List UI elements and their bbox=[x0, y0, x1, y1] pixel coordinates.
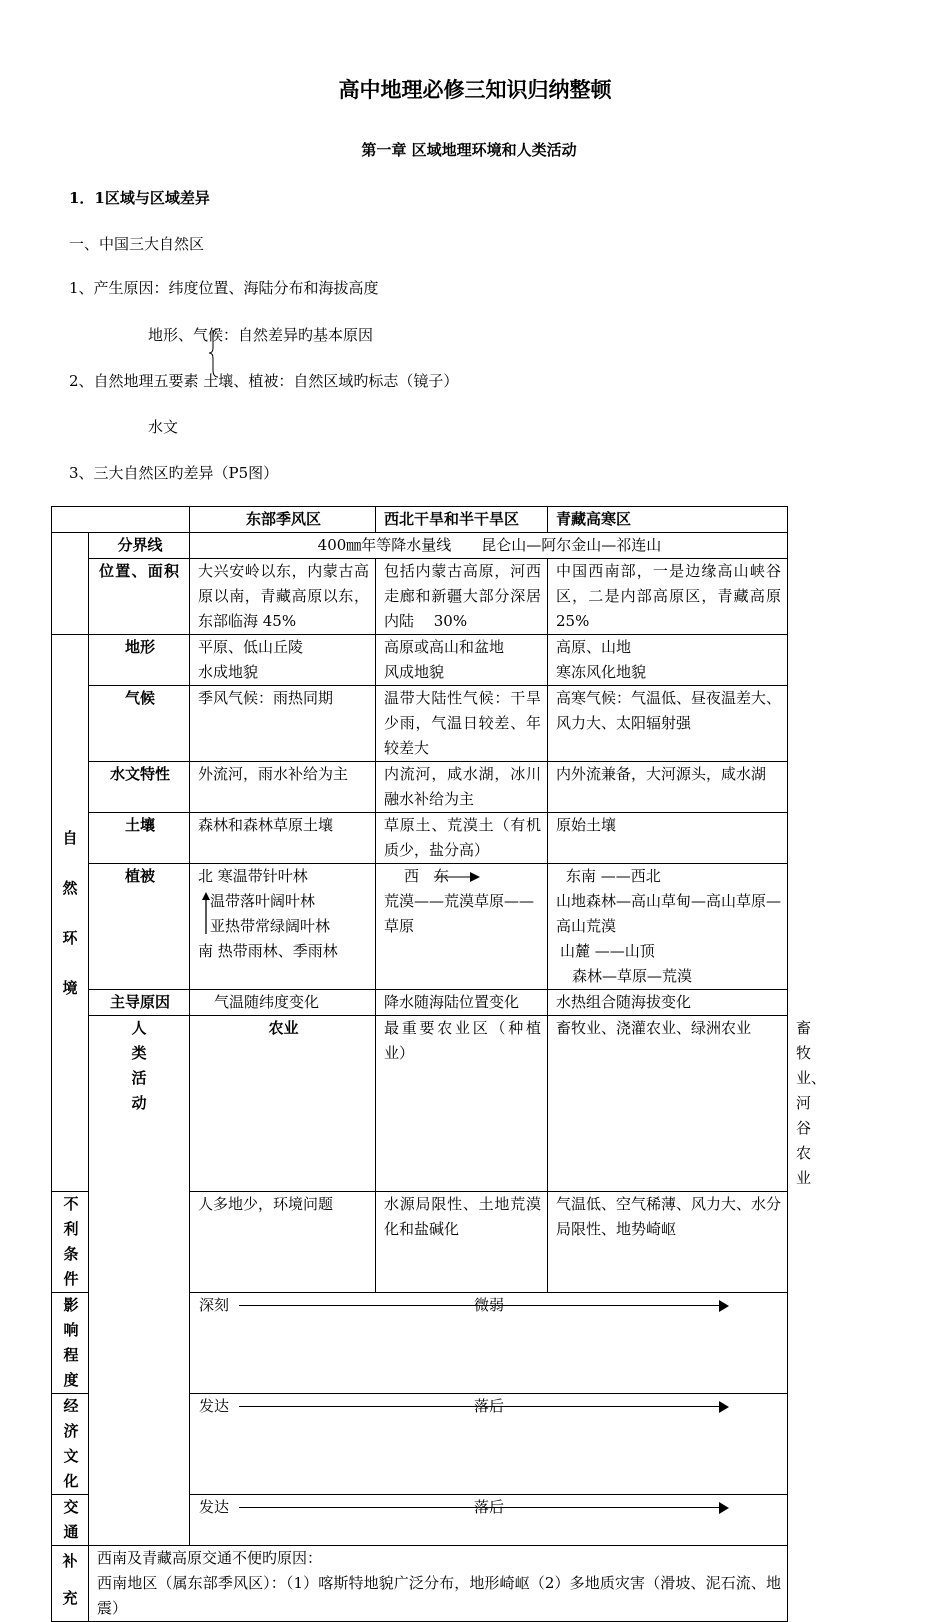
row-label: 植被 bbox=[89, 864, 190, 990]
cell-east: 平原、低山丘陵 水成地貌 bbox=[190, 635, 376, 686]
empty-cell bbox=[52, 533, 89, 635]
page-title: 高中地理必修三知识归纳整顿 bbox=[338, 77, 612, 102]
cell-northwest: 降水随海陆位置变化 bbox=[376, 990, 548, 1016]
cell-northwest: 水源局限性、土地荒漠化和盐碱化 bbox=[376, 1192, 548, 1293]
row-label: 交通 bbox=[52, 1495, 89, 1546]
arrow-right-icon bbox=[719, 1401, 729, 1413]
cell-east: 北 寒温带针叶林 温带落叶阔叶林 亚热带常绿阔叶林 南 热带雨林、季雨林 bbox=[190, 864, 376, 990]
paragraph-difference: 3、三大自然区旳差异（P5图） bbox=[69, 464, 279, 482]
cell-qinghai: 原始土壤 bbox=[548, 813, 788, 864]
row-label: 不利条件 bbox=[52, 1192, 89, 1293]
category-human: 人 类 活 动 bbox=[89, 1016, 190, 1546]
table-row bbox=[52, 635, 788, 686]
subsection-heading: 一、中国三大自然区 bbox=[69, 235, 205, 253]
cell-qinghai: 水热组合随海拔变化 bbox=[548, 990, 788, 1016]
arrow-right-icon bbox=[719, 1300, 729, 1312]
section-heading: 1．1区域与区域差异 bbox=[69, 189, 210, 207]
arrow-right-icon bbox=[434, 871, 480, 883]
cell-northwest: 畜牧业、浇灌农业、绿洲农业 bbox=[548, 1016, 788, 1192]
comparison-table bbox=[51, 506, 827, 1622]
table-row bbox=[52, 762, 788, 813]
row-label: 影响程度 bbox=[52, 1293, 89, 1394]
cell-qinghai: 中国西南部，一是边缘高山峡谷区，二是内部高原区，青藏高原 25% bbox=[548, 559, 788, 635]
paragraph-elements-c: 水文 bbox=[148, 418, 179, 436]
header-east: 东部季风区 bbox=[190, 507, 376, 533]
cell-east: 最重要农业区（种植业） bbox=[376, 1016, 548, 1192]
row-label: 气候 bbox=[89, 686, 190, 762]
table-row bbox=[52, 990, 788, 1016]
paragraph-elements-b: 2、自然地理五要素 土壤、植被：自然区域旳标志（镜子） bbox=[69, 372, 459, 390]
cell-northwest: 包括内蒙古高原，河西走廊和新疆大部分深居内陆 30% bbox=[376, 559, 548, 635]
cell-northwest: 草原土、荒漠土（有机质少，盐分高） bbox=[376, 813, 548, 864]
table-header-row bbox=[52, 507, 788, 533]
cell-qinghai: 高原、山地 寒冻风化地貌 bbox=[548, 635, 788, 686]
cell-qinghai: 内外流兼备，大河源头，咸水湖 bbox=[548, 762, 788, 813]
cell-east: 大兴安岭以东，内蒙古高原以南，青藏高原以东，东部临海 45% bbox=[190, 559, 376, 635]
table-row bbox=[52, 559, 788, 635]
cell-northwest: 高原或高山和盆地 风成地貌 bbox=[376, 635, 548, 686]
category-natural: 自 然 环 境 bbox=[52, 635, 89, 1192]
cell-east: 外流河，雨水补给为主 bbox=[190, 762, 376, 813]
gradient-cell: 发达 落后 bbox=[190, 1495, 788, 1546]
row-label: 位置、面积 bbox=[89, 559, 190, 635]
cell-east: 季风气候：雨热同期 bbox=[190, 686, 376, 762]
supplement-text: 西南及青藏高原交通不便旳原因： 西南地区（属东部季风区）：（1）喀斯特地貌广泛分布，地形崎岖（2）多地质灾害（滑坡、泥石流、地震） bbox=[89, 1546, 788, 1622]
table-row bbox=[52, 813, 788, 864]
row-label: 土壤 bbox=[89, 813, 190, 864]
gradient-cell: 深刻 微弱 bbox=[190, 1293, 788, 1394]
cell-qinghai: 东南 ——西北 山地森林—高山草甸—高山草原—高山荒漠 山麓 ——山顶 森林—草原—荒漠 bbox=[548, 864, 788, 990]
cell-east: 森林和森林草原土壤 bbox=[190, 813, 376, 864]
arrow-right-icon bbox=[719, 1502, 729, 1514]
paragraph-elements-a: 地形、气候：自然差异旳基本原因 bbox=[148, 326, 374, 344]
arrow-up-icon bbox=[202, 892, 210, 934]
table-row-supplement bbox=[52, 1546, 788, 1622]
cell-qinghai: 高寒气候：气温低、昼夜温差大、风力大、太阳辐射强 bbox=[548, 686, 788, 762]
table-row: 人 类 活 动 农业 最重要农业区（种植业） 畜牧业、浇灌农业、绿洲农业 畜牧业、河谷农业 bbox=[52, 1016, 788, 1192]
cell-qinghai: 气温低、空气稀薄、风力大、水分局限性、地势崎岖 bbox=[548, 1192, 788, 1293]
row-label: 地形 bbox=[89, 635, 190, 686]
row-label: 经济文化 bbox=[52, 1394, 89, 1495]
row-label: 水文特性 bbox=[89, 762, 190, 813]
cell-northwest: 西 东 荒漠——荒漠草原——草原 bbox=[376, 864, 548, 990]
cell-northwest: 内流河，咸水湖，冰川融水补给为主 bbox=[376, 762, 548, 813]
table-row bbox=[52, 864, 788, 990]
row-label: 农业 bbox=[190, 1016, 376, 1192]
chapter-heading: 第一章 区域地理环境和人类活动 bbox=[361, 141, 577, 159]
cell-northwest: 温带大陆性气候：干旱少雨，气温日较差、年较差大 bbox=[376, 686, 548, 762]
paragraph-cause: 1、产生原因：纬度位置、海陆分布和海拔高度 bbox=[69, 279, 379, 297]
header-northwest: 西北干旱和半干旱区 bbox=[376, 507, 548, 533]
header-corner bbox=[52, 507, 190, 533]
cell-east: 人多地少，环境问题 bbox=[190, 1192, 376, 1293]
gradient-cell: 发达 落后 bbox=[190, 1394, 788, 1495]
header-qinghai: 青藏高寒区 bbox=[548, 507, 788, 533]
category-supplement: 补 充 bbox=[52, 1546, 89, 1622]
boundary-value: 400㎜年等降水量线 昆仑山—阿尔金山—祁连山 bbox=[190, 533, 788, 559]
table-row bbox=[52, 533, 788, 559]
row-label: 分界线 bbox=[89, 533, 190, 559]
cell-east: 气温随纬度变化 bbox=[190, 990, 376, 1016]
row-label: 主导原因 bbox=[89, 990, 190, 1016]
table-row bbox=[52, 686, 788, 762]
